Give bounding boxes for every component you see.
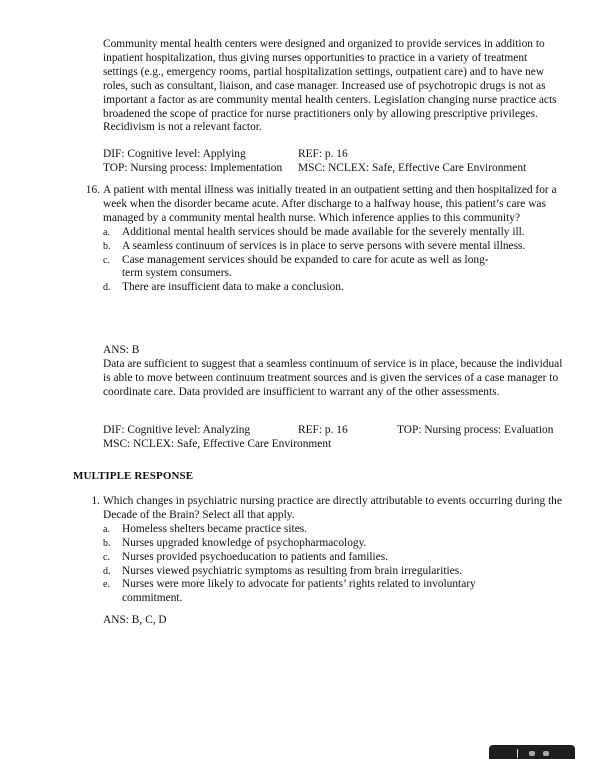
- mr-question-1-option-d: [103, 565, 563, 579]
- rationale-15: [103, 38, 563, 135]
- option-text: A seamless continuum of services is in place to serve persons with severe mental illness.: [122, 239, 526, 252]
- option-letter: c.: [103, 254, 110, 266]
- option-text: Nurses were more likely to advocate for patients’ rights related to involuntary commitment.: [122, 578, 476, 605]
- option-text: Additional mental health services should be made available for the severely mentally ill.: [122, 225, 525, 238]
- option-text: Nurses provided psychoeducation to patients and families.: [122, 550, 389, 563]
- section-heading: MULTIPLE RESPONSE: [73, 470, 194, 482]
- meta-15-top: TOP: Nursing process: Implementation: [103, 162, 283, 174]
- meta-15-dif: DIF: Cognitive level: Applying: [103, 148, 246, 160]
- toolbar-icon[interactable]: [543, 751, 549, 756]
- option-text: Case management services should be expanded to care for acute as well as long-term system consumers.: [122, 253, 489, 280]
- mr-question-1-stem: Which changes in psychiatric nursing practice are directly attributable to events occurring during the Decade of the Brain? Select all that apply.: [103, 495, 562, 521]
- meta-15-ref: REF: p. 16: [298, 148, 348, 160]
- question-16-option-d: [103, 281, 563, 295]
- option-letter: d.: [103, 565, 111, 577]
- toolbar-icon[interactable]: [529, 751, 535, 756]
- mr-question-1-answer: ANS: B, C, D: [103, 614, 167, 626]
- option-letter: b.: [103, 537, 111, 549]
- mr-question-1-option-b: [103, 537, 563, 551]
- option-letter: c.: [103, 551, 110, 563]
- question-16-answer-section: [103, 344, 563, 400]
- floating-toolbar-tab[interactable]: [489, 745, 575, 759]
- meta-15-msc: MSC: NCLEX: Safe, Effective Care Environment: [298, 162, 527, 174]
- option-letter: b.: [103, 240, 111, 252]
- question-16-option-a: [103, 226, 563, 240]
- meta-16-dif: DIF: Cognitive level: Analyzing: [103, 424, 251, 436]
- option-text: Homeless shelters became practice sites.: [122, 522, 308, 535]
- question-16-stem: A patient with mental illness was initially treated in an outpatient setting and then hospitalized for a week when the disorder became acute. After discharge to a halfway house, this patient’s care was managed by a community mental health nurse. Which inference applies to this community?: [103, 184, 557, 224]
- meta-16: [103, 424, 563, 452]
- option-text: There are insufficient data to make a conclusion.: [122, 281, 344, 294]
- rationale-15-text: Community mental health centers were designed and organized to provide services in addition to inpatient hospitalization, thus giving nurses opportunities to practice in a variety of treatment settings (e.g., emergency rooms, partial hospitalization settings, outpatient care) and to have new roles, such as consultant, liaison, and case manager. Increased use of psychotropic drugs is not as important a factor as are community mental health centers. Legislation changing nurse practice acts broadened the scope of practice for nurse practitioners only by allowing prescriptive privileges. Recidivism is not a relevant factor.: [103, 38, 557, 134]
- mr-question-1-answer-section: [103, 614, 563, 628]
- mr-question-1-option-c: [103, 551, 563, 565]
- mr-question-1-option-e: [103, 578, 522, 606]
- option-text: Nurses upgraded knowledge of psychopharmacology.: [122, 536, 367, 549]
- option-text: Nurses viewed psychiatric symptoms as resulting from brain irregularities.: [122, 564, 463, 577]
- meta-16-ref: REF: p. 16: [298, 424, 348, 436]
- option-letter: a.: [103, 523, 110, 535]
- question-16: [103, 184, 563, 295]
- option-letter: e.: [103, 579, 110, 591]
- mr-question-1: [103, 495, 563, 606]
- option-letter: a.: [103, 226, 110, 238]
- question-16-option-b: [103, 240, 563, 254]
- meta-16-top: TOP: Nursing process: Evaluation: [397, 424, 554, 436]
- divider: [517, 749, 518, 758]
- question-16-answer: ANS: B: [103, 344, 140, 356]
- question-16-rationale: Data are sufficient to suggest that a seamless continuum of service is in place, because the individual is able to move between continuum treatment sources and is given the services of a case manager to coordinate care. Data provided are insufficient to warrant any of the other assessments.: [103, 357, 563, 398]
- question-16-option-c: [103, 254, 497, 282]
- mr-question-1-option-a: [103, 523, 563, 537]
- option-letter: d.: [103, 282, 111, 294]
- question-16-number: 16.: [85, 184, 100, 196]
- mr-question-1-number: 1.: [91, 495, 100, 507]
- meta-16-msc: MSC: NCLEX: Safe, Effective Care Environment: [103, 438, 332, 450]
- meta-15: [103, 148, 563, 176]
